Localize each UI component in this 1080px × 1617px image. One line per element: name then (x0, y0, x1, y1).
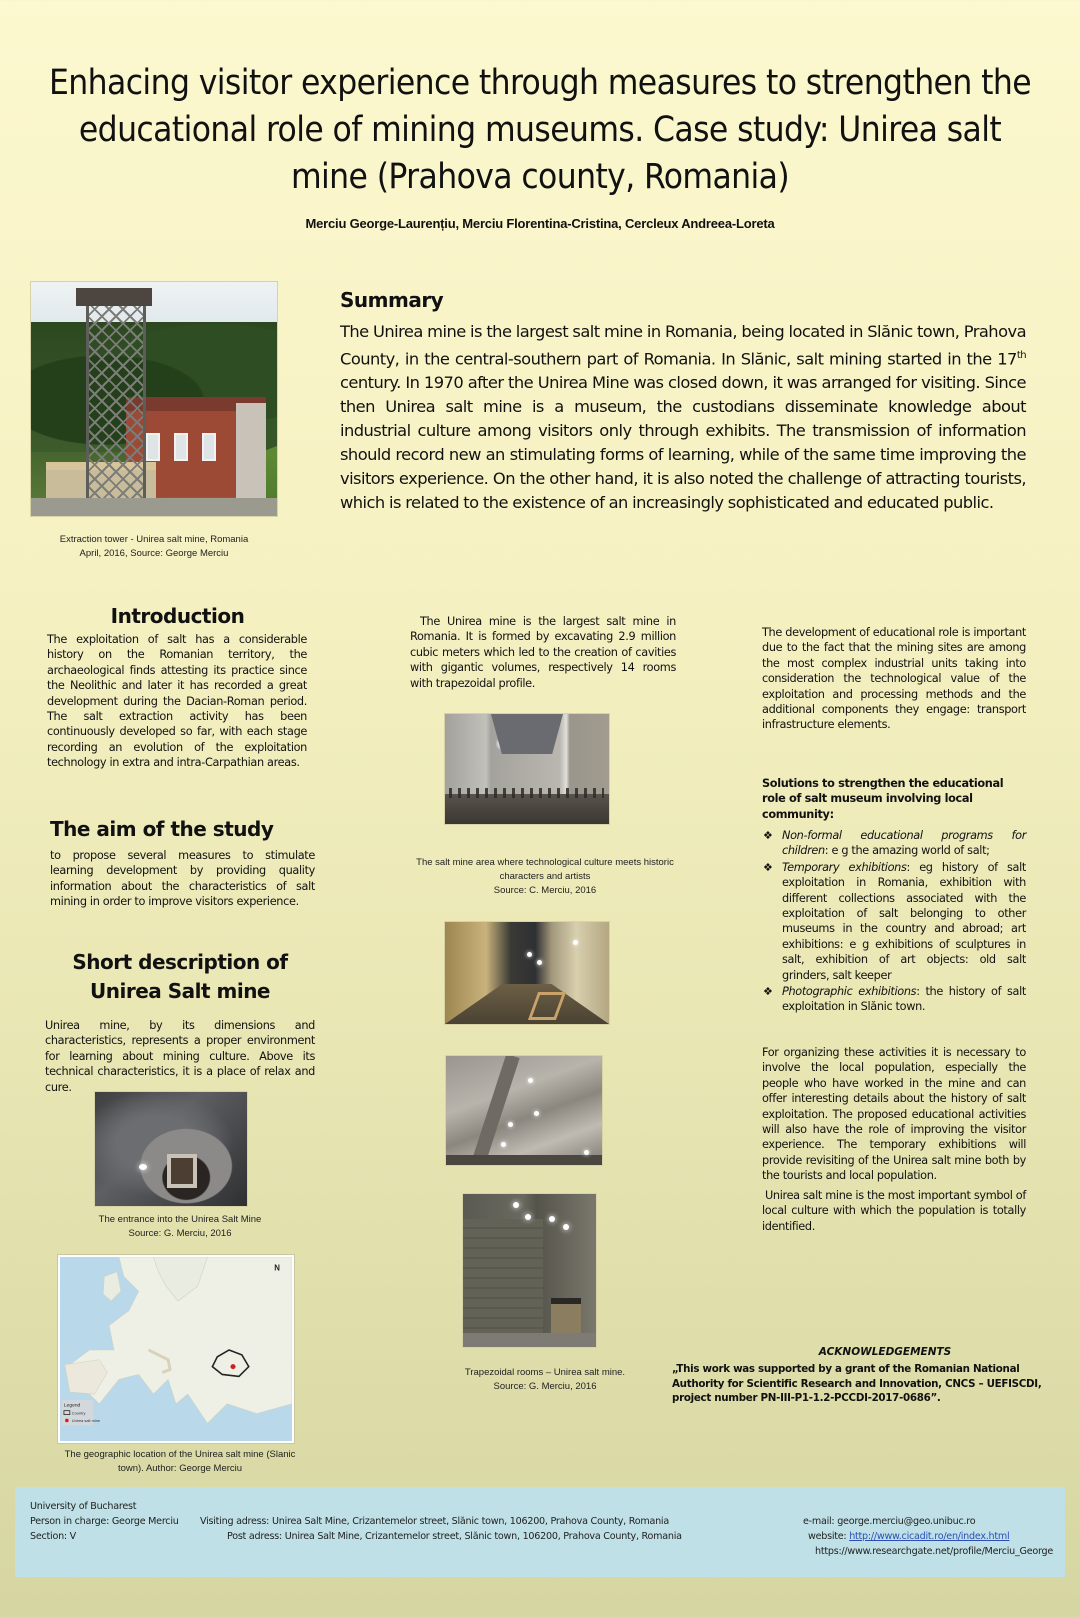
map-legend-country: Country (71, 1410, 86, 1416)
extraction-tower-photo (30, 281, 278, 517)
short-description-text: Unirea mine, by its dimensions and characteristics, represents a proper environment for learning about mining culture. Above its technical characteristics, it is a place of relax and cure. (45, 1019, 315, 1094)
photo-ceiling (491, 714, 563, 754)
hall-caption-line3: Source: C. Merciu, 2016 (493, 885, 597, 896)
mine-entrance-photo (94, 1091, 248, 1207)
acknowledgements-text: „This work was supported by a grant of the Romanian National Authority for Scientific Research and Innovation, CNCS – UEFISCDI, project number PN-III-P1-1.2-PCCDI-2017-0686”. (672, 1363, 1042, 1404)
photo-lamp (573, 940, 578, 945)
summary-text-part2: century. In 1970 after the Unirea Mine was closed down, it was arranged for visiting. Since then Unirea salt mine is a museum, the custodians disseminate knowledge about industrial culture among visitors only through exhibits. The transmission of information should record new an stimulating forms of learning, while of the same time improving the visitors experience. On the other hand, it is also noted the challenge of attracting tourists, which is related to the existence of an increasingly sophisticated and educated public. (340, 373, 1026, 513)
map-legend-mine: Unirea salt mine (71, 1417, 101, 1423)
footer-email[interactable]: e-mail: george.merciu@geo.unibuc.ro (803, 1516, 976, 1527)
trapezoidal-rooms-photo (462, 1193, 597, 1348)
map-north-arrow: N (274, 1263, 280, 1273)
photo-floor (463, 1333, 596, 1347)
photo-lamp (513, 1202, 519, 1208)
photo-wall (463, 1219, 543, 1344)
photo-lamp (563, 1224, 569, 1230)
local-community-text: For organizing these activities it is necessary to involve the local population, especially the people who have worked in the mine and can offer interesting details about the history of salt exploitation. The proposed educational activities will also have the role of improving the visitor experience. The temporary exhibitions will provide revisiting of the Unirea salt mine both by the tourists and local population. (762, 1046, 1026, 1183)
solutions-list (762, 828, 1026, 1016)
entrance-caption-line2: Source: G. Merciu, 2016 (128, 1228, 232, 1239)
summary-text (340, 320, 1026, 515)
hall-caption-line2: characters and artists (499, 871, 591, 882)
solution-text: : eg history of salt exploitation in Romania, exhibition with different collections associated with the exploitation of salt belonging to other museums in the country and abroad; art exhibitions: e g exhibitions of sculptures in salt, exhibition of art objects: old salt grinders, salt keeper (782, 860, 1026, 982)
solution-text: : the history of salt exploitation in Slănic town. (782, 985, 1026, 1014)
photo-floor (445, 794, 609, 824)
footer-person: Person in charge: George Merciu (30, 1516, 179, 1527)
photo-lamp (537, 960, 542, 965)
photo-beam (472, 1055, 520, 1164)
photo-lamp (584, 1150, 589, 1155)
salt-chamber-ceiling-photo (445, 1055, 603, 1166)
map-legend-mine-swatch (65, 1419, 69, 1423)
photo-floor (446, 1155, 602, 1165)
footer-university: University of Bucharest (30, 1501, 137, 1512)
solution-item (762, 984, 1026, 1015)
salt-mine-hall-photo (444, 713, 610, 825)
local-symbol-text: Unirea salt mine is the most important symbol of local culture with which the population is totally identified. (762, 1189, 1026, 1233)
mine-facts-text: The Unirea mine is the largest salt mine in Romania. It is formed by excavating 2.9 million cubic meters which led to the creation of cavities with gigantic volumes, respectively 14 rooms with trapezoidal profile. (410, 615, 676, 690)
map-caption-line1: The geographic location of the Unirea salt mine (Slanic (64, 1449, 296, 1460)
tower-caption-line1: Extraction tower - Unirea salt mine, Romania (59, 534, 249, 545)
footer-post-address: Post adress: Unirea Salt Mine, Crizantemelor street, Slănic town, 106200, Prahova County, Romania (227, 1531, 682, 1542)
solution-text: : e g the amazing world of salt; (824, 844, 990, 858)
photo-lamp (508, 1122, 513, 1127)
photo-tunnel-door (167, 1154, 197, 1188)
trapezoid-caption-line1: Trapezoidal rooms – Unirea salt mine. (464, 1367, 626, 1378)
footer-researchgate[interactable]: https://www.researchgate.net/profile/Merciu_George (815, 1546, 1053, 1557)
footer-website-link[interactable]: http://www.cicadit.ro/en/index.html (849, 1531, 1010, 1542)
photo-lamp (528, 1078, 533, 1083)
tower-caption (30, 533, 278, 561)
short-description-heading-line2: Unirea Salt mine (90, 979, 270, 1003)
footer-section: Section: V (30, 1531, 76, 1542)
entrance-caption (60, 1213, 300, 1241)
entrance-caption-line1: The entrance into the Unirea Salt Mine (98, 1214, 262, 1225)
photo-lamp (139, 1164, 147, 1170)
solution-label: Non-formal educational programs for children (782, 829, 1026, 858)
photo-lamp (527, 952, 532, 957)
footer-website-label: website: (808, 1531, 850, 1542)
map-legend-title: Legend (63, 1403, 81, 1409)
photo-tower-structure (86, 290, 146, 500)
trapezoid-caption-line2: Source: G. Merciu, 2016 (493, 1381, 597, 1392)
map-drawing (60, 1257, 292, 1441)
hall-caption (400, 856, 690, 898)
tower-caption-line2: April, 2016, Source: George Merciu (79, 548, 229, 559)
map-salt-mine-marker (230, 1364, 235, 1369)
map-caption-line2: town). Author: George Merciu (117, 1463, 243, 1474)
solutions-heading: Solutions to strengthen the educational role of salt museum involving local community: (762, 777, 1004, 821)
introduction-heading: Introduction (110, 604, 245, 628)
photo-lamp (534, 1111, 539, 1116)
map-caption (45, 1448, 315, 1476)
aim-text: to propose several measures to stimulate learning development by providing quality information about the characteristics of salt mining in order to improve visitors experience. (50, 849, 315, 909)
location-map (58, 1255, 294, 1443)
short-description-heading (30, 948, 330, 1006)
summary-heading: Summary (340, 288, 444, 312)
poster-authors: Merciu George-Laurențiu, Merciu Florentina-Cristina, Cercleux Andreea-Loreta (305, 216, 775, 231)
photo-doorway (551, 1298, 581, 1336)
footer-website (808, 1529, 1009, 1544)
photo-ground (31, 498, 277, 516)
photo-window (202, 433, 216, 461)
diamond-bullet-icon: ❖ (763, 860, 773, 874)
photo-window (174, 433, 188, 461)
photo-lamp (501, 1142, 506, 1147)
summary-text-part1: The Unirea mine is the largest salt mine in Romania, being located in Slănic town, Prahova County, in the central-southern part of Romania. In Slănic, salt mining started in the 17 (340, 322, 1026, 369)
diamond-bullet-icon: ❖ (763, 829, 773, 842)
introduction-text: The exploitation of salt has a considerable history on the Romanian territory, the archaeological finds attesting its practice since the Neolithic and later it has recorded a great development during the Dacian-Roman period. The salt extraction activity has been continuously developed so far, with each stage recording an evolution of the exploitation technology in extra and intra-Carpathian areas. (47, 633, 307, 770)
short-description-heading-line1: Short description of (72, 950, 288, 974)
solution-item (762, 860, 1026, 983)
educational-role-text: The development of educational role is important due to the fact that the mining sites are among the most complex industrial units taking into consideration the technological value of the exploitation and processing methods and the additional components they engage: transport infrastructure elements. (762, 626, 1026, 732)
photo-floor (445, 984, 609, 1024)
photo-tower-top (76, 288, 152, 306)
photo-lamp (525, 1214, 531, 1220)
diamond-bullet-icon: ❖ (763, 985, 773, 999)
poster-title: Enhacing visitor experience through measures to strengthen the educational role of mining museums. Case study: Unirea salt mine (Prahova county, Romania) (49, 63, 1031, 197)
trapezoid-caption (400, 1366, 690, 1394)
aim-heading: The aim of the study (50, 817, 274, 841)
footer-visiting-address: Visiting adress: Unirea Salt Mine, Crizantemelor street, Slănic town, 106200, Prahova County, Romania (200, 1516, 669, 1527)
solution-label: Temporary exhibitions (782, 860, 907, 874)
salt-gallery-photo (444, 921, 610, 1025)
acknowledgements-heading: ACKNOWLEDGEMENTS (818, 1346, 952, 1358)
solution-item (762, 828, 1026, 859)
photo-lamp (549, 1216, 555, 1222)
hall-caption-line1: The salt mine area where technological culture meets historic (416, 857, 674, 868)
photo-window (146, 433, 160, 461)
contact-footer (15, 1487, 1065, 1577)
photo-visitors (449, 788, 604, 798)
summary-superscript: th (1016, 350, 1026, 361)
solution-label: Photographic exhibitions (782, 985, 917, 999)
